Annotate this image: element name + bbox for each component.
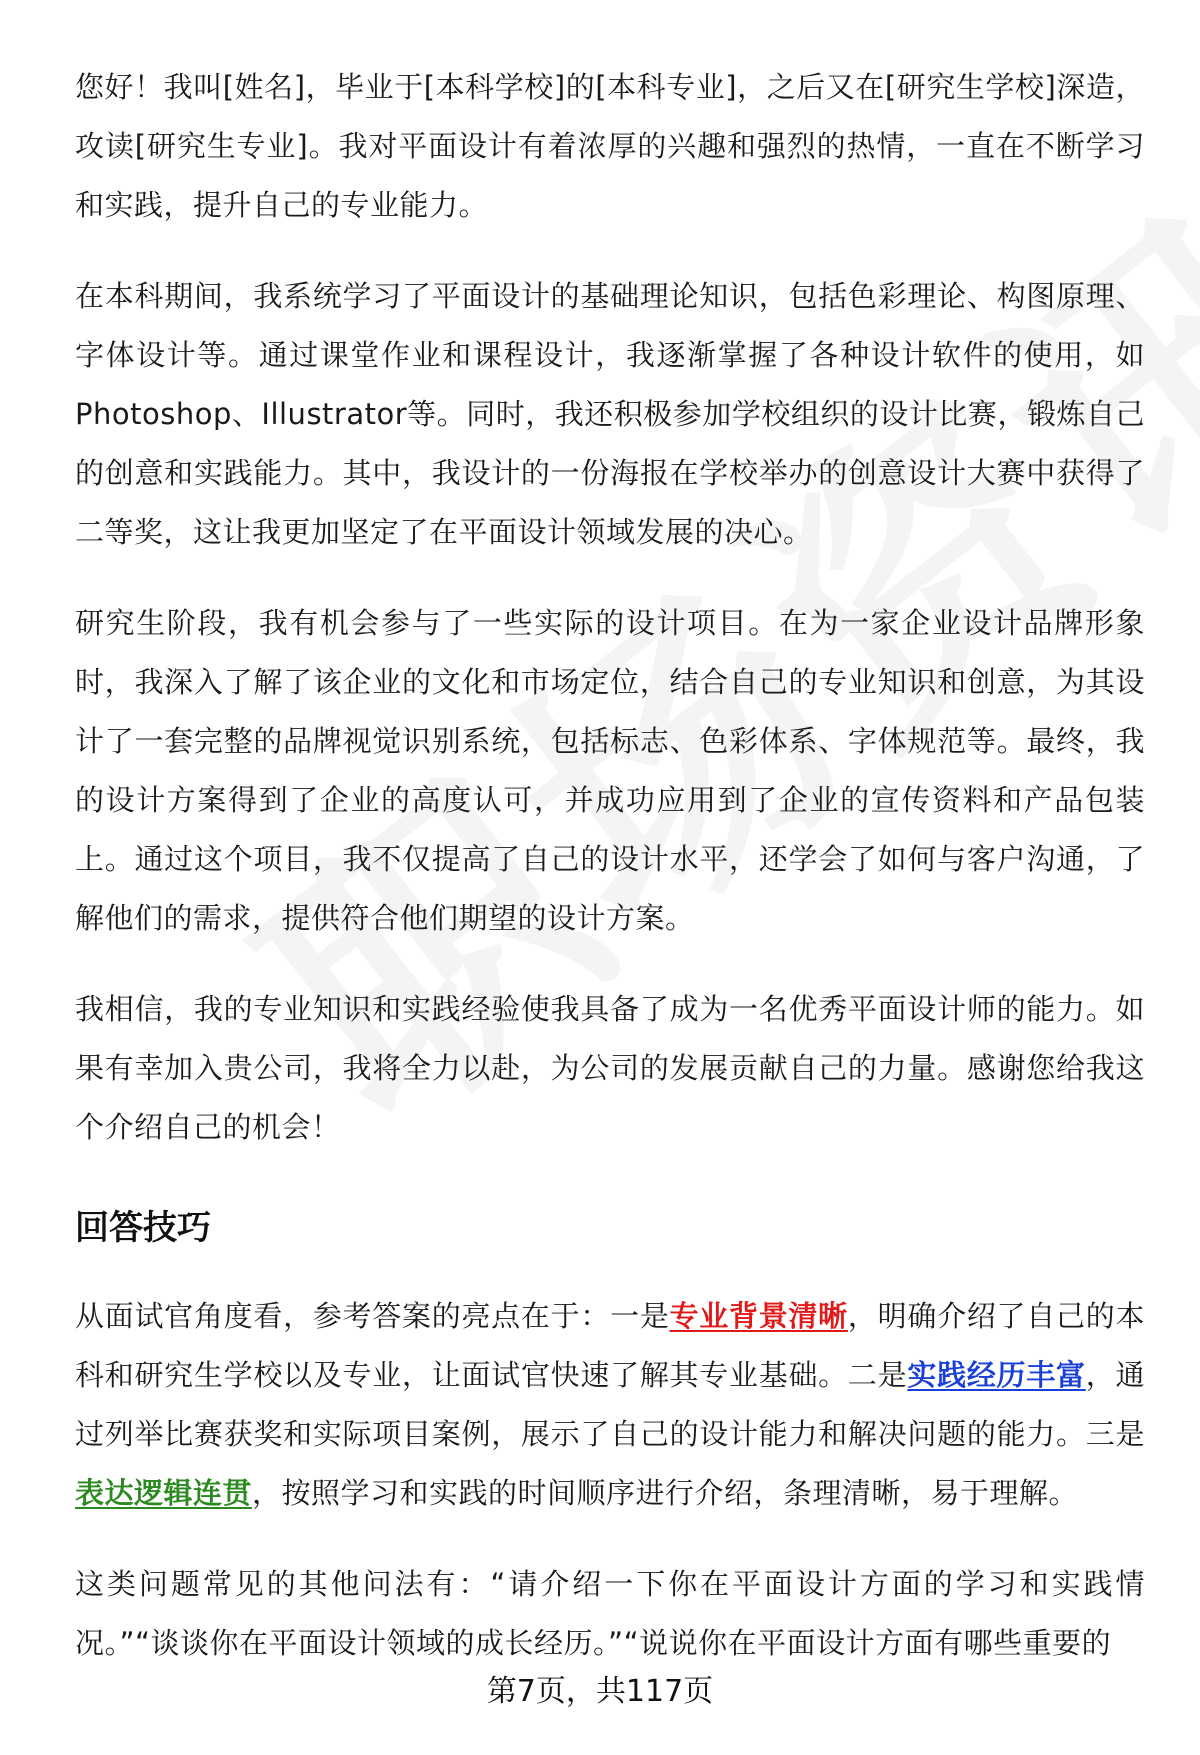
graduate-paragraph: 研究生阶段，我有机会参与了一些实际的设计项目。在为一家企业设计品牌形象时，我深入了解了该企业的文化和市场定位，结合自己的专业知识和创意，为其设计了一套完整的品牌视觉识别系统，包括标志、色彩体系、字体规范等。最终，我的设计方案得到了企业的高度认可，并成功应用到了企业的宣传资料和产品包装上。通过这个项目，我不仅提高了自己的设计水平，还学会了如何与客户沟通，了解他们的需求，提供符合他们期望的设计方案。 — [75, 606, 1145, 935]
tips-paragraph — [75, 1287, 1145, 1523]
section-heading: 回答技巧 — [75, 1208, 211, 1248]
closing-paragraph: 我相信，我的专业知识和实践经验使我具备了成为一名优秀平面设计师的能力。如果有幸加入贵公司，我将全力以赴，为公司的发展贡献自己的力量。感谢您给我这个介绍自己的机会！ — [75, 992, 1145, 1144]
tips-text-1: 从面试官角度看，参考答案的亮点在于：一是 — [75, 1299, 670, 1333]
document-body — [75, 58, 1145, 1705]
tips-text-3: ，通过列举比赛获奖和实际项目案例，展示了自己的设计能力和解决问题的能力。三是 — [75, 1358, 1145, 1451]
intro-paragraph: 您好！我叫[姓名]，毕业于[本科学校]的[本科专业]，之后又在[研究生学校]深造，攻读[研究生专业]。我对平面设计有着浓厚的兴趣和强烈的热情，一直在不断学习和实践，提升自己的专业能力。 — [75, 70, 1145, 222]
highlight-practice-experience: 实践经历丰富 — [907, 1358, 1086, 1392]
undergrad-paragraph: 在本科期间，我系统学习了平面设计的基础理论知识，包括色彩理论、构图原理、字体设计等。通过课堂作业和课程设计，我逐渐掌握了各种设计软件的使用，如Photoshop、Illustrator等。同时，我还积极参加学校组织的设计比赛，锻炼自己的创意和实践能力。其中，我设计的一份海报在学校举办的创意设计大赛中获得了二等奖，这让我更加坚定了在平面设计领域发展的决心。 — [75, 279, 1145, 549]
highlight-logical-expression: 表达逻辑连贯 — [75, 1476, 253, 1510]
other-questions-paragraph: 这类问题常见的其他问法有：“请介绍一下你在平面设计方面的学习和实践情况。”“谈谈你在平面设计领域的成长经历。”“说说你在平面设计方面有哪些重要的 — [75, 1567, 1145, 1660]
highlight-professional-background: 专业背景清晰 — [669, 1299, 848, 1333]
page-footer: 第7页，共117页 — [486, 1674, 714, 1709]
tips-text-4: ，按照学习和实践的时间顺序进行介绍，条理清晰，易于理解。 — [252, 1476, 1079, 1510]
tips-text-2: ，明确介绍了自己的本科和研究生学校以及专业，让面试官快速了解其专业基础。二是 — [75, 1299, 1145, 1392]
